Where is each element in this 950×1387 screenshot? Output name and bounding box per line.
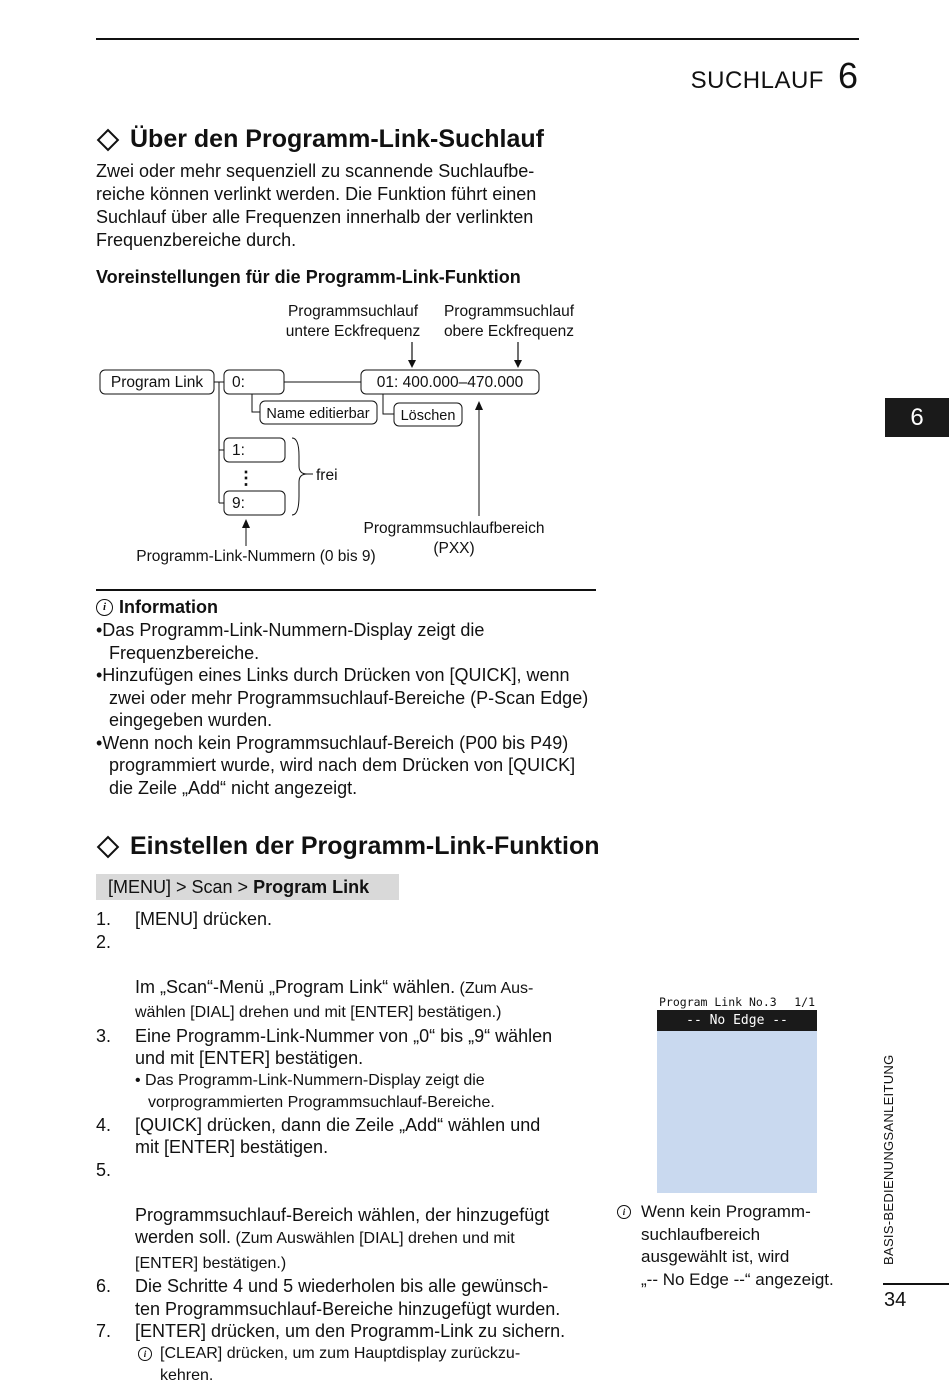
step-text: [MENU] drücken. [135, 909, 273, 929]
chapter-title: SUCHLAUF [690, 67, 824, 94]
step-note-text: [CLEAR] drücken, um zum Hauptdisplay zurückzu- kehren. [160, 1344, 521, 1384]
info-list [96, 619, 596, 799]
step-hint: (Zum Auswählen [DIAL] drehen und mit [ENTER] bestätigen.) [135, 1230, 515, 1272]
arrow-pxx-head [475, 401, 483, 410]
label-lower-edge-1: Programmsuchlauf [287, 303, 419, 320]
info-rule [96, 589, 596, 591]
step-text: Im „Scan“-Menü „Program Link“ wählen. [135, 976, 456, 997]
step-number: 3. [96, 1025, 112, 1046]
name-editable-label: Name editierbar [266, 406, 370, 422]
chapter-number: 6 [837, 55, 858, 96]
step-number: 6. [96, 1276, 112, 1296]
slot-0-label: 0: [232, 374, 245, 391]
program-link-diagram [96, 296, 596, 576]
label-upper-edge-2: obere Eckfrequenz [443, 323, 575, 340]
step-number: 1. [96, 909, 112, 929]
connector-delete [383, 394, 394, 414]
free-label: frei [316, 467, 338, 484]
page-number-rule [883, 1283, 949, 1285]
lcd-title: Program Link No.3 [659, 994, 777, 1009]
label-upper-edge-1: Programmsuchlauf [443, 303, 575, 320]
step-text: Eine Programm-Link-Nummer von „0“ bis „9“ wählen und mit [ENTER] bestätigen. [135, 1025, 553, 1068]
top-rule [96, 38, 859, 40]
info-item-1: •Das Programm-Link-Nummern-Display zeigt die Frequenzbereiche. [96, 620, 485, 663]
step-sub-bullet: • Das Programm-Link-Nummern-Display zeigt die vorprogrammierten Programmsuchlauf-Bereiche. [135, 1071, 495, 1111]
diamond-icon [97, 128, 120, 151]
arrow-lower-head [408, 360, 416, 368]
ellipsis-label: ⋮ [237, 468, 255, 488]
step-1 [96, 908, 596, 931]
step-text: [ENTER] drücken, um den Programm-Link zu sichern. [135, 1321, 566, 1341]
slot-9-label: 9: [232, 495, 245, 512]
lcd-selected-row: -- No Edge -- [657, 1010, 817, 1031]
arrow-link-numbers-head [242, 519, 250, 528]
chapter-header [691, 55, 858, 97]
step-hint: (Zum Aus- wählen [DIAL] drehen und mit [ENTER] bestätigen.) [135, 979, 534, 1021]
presets-subheading: Voreinstellungen für die Programm-Link-Funktion [96, 267, 521, 287]
step-note [135, 1343, 596, 1387]
step-7 [96, 1320, 596, 1387]
step-text: Programmsuchlauf-Bereich wählen, der hinzugefügt werden soll. [135, 1204, 550, 1247]
section-title-setup [96, 832, 600, 861]
step-number: 2. [96, 931, 112, 952]
step-text: Die Schritte 4 und 5 wiederholen bis alle gewünsch- ten Programmsuchlauf-Bereiche hinzugefügt wurden. [135, 1276, 561, 1319]
program-link-label: Program Link [110, 374, 204, 391]
info-icon: i [617, 1205, 631, 1219]
step-2 [96, 931, 596, 1025]
chapter-tab: 6 [885, 398, 949, 437]
section-about-body: Zwei oder mehr sequenziell zu scannende Suchlaufbe- reiche können verlinkt werden. Die Funktion führt einen Suchlauf über alle Frequenzen innerhalb der verlinkten Frequenzbereiche durch. [96, 161, 537, 250]
info-icon: i [96, 599, 113, 616]
link-numbers-label: Programm-Link-Nummern (0 bis 9) [136, 548, 376, 565]
diamond-icon [97, 835, 120, 858]
section-title-about [96, 125, 544, 154]
info-item-2: •Hinzufügen eines Links durch Drücken von [QUICK], wenn zwei oder mehr Programmsuchlauf-Bereiche (P-Scan Edge) eingegeben wurden. [96, 665, 589, 730]
section-title-setup-text: Einstellen der Programm-Link-Funktion [130, 832, 600, 860]
step-4 [96, 1114, 596, 1159]
step-5 [96, 1159, 596, 1276]
lcd-note [617, 1201, 862, 1291]
step-6 [96, 1275, 596, 1320]
label-lower-edge-2: untere Eckfrequenz [285, 323, 421, 340]
info-icon: i [138, 1347, 152, 1361]
connector-name [252, 394, 260, 412]
info-item-3: •Wenn noch kein Programmsuchlauf-Bereich (P00 bis P49) programmiert wurde, wird nach dem Drücken von [QUICK] die Zeile „Add“ nicht angezeigt. [96, 732, 576, 798]
brace-free [292, 438, 307, 515]
steps-list [96, 908, 596, 1387]
pxx-label-2: (PXX) [433, 540, 475, 557]
step-3 [96, 1025, 596, 1114]
lcd-page: 1/1 [794, 994, 815, 1009]
menu-path [96, 874, 399, 900]
menu-path-target: Program Link [253, 877, 370, 897]
section-title-about-text: Über den Programm-Link-Suchlauf [130, 125, 544, 153]
info-heading [96, 597, 218, 618]
menu-path-prefix: [MENU] > Scan > [108, 877, 254, 897]
range-label: 01: 400.000–470.000 [376, 374, 524, 391]
lcd-header [657, 993, 817, 1010]
lcd-note-text: Wenn kein Programm- suchlaufbereich ausgewählt ist, wird „-- No Edge --“ angezeigt. [641, 1202, 834, 1289]
pxx-label-1: Programmsuchlaufbereich [363, 520, 545, 537]
step-number: 5. [96, 1159, 112, 1180]
info-heading-text: Information [119, 597, 218, 617]
slot-1-label: 1: [232, 442, 245, 459]
side-label: BASIS-BEDIENUNGSANLEITUNG [881, 1054, 896, 1265]
step-number: 7. [96, 1321, 112, 1341]
step-number: 4. [96, 1114, 112, 1135]
lcd-screen [657, 993, 817, 1193]
delete-label: Löschen [400, 408, 456, 424]
page-number: 34 [884, 1289, 907, 1311]
step-text: [QUICK] drücken, dann die Zeile „Add“ wählen und mit [ENTER] bestätigen. [135, 1114, 541, 1157]
arrow-upper-head [514, 360, 522, 368]
